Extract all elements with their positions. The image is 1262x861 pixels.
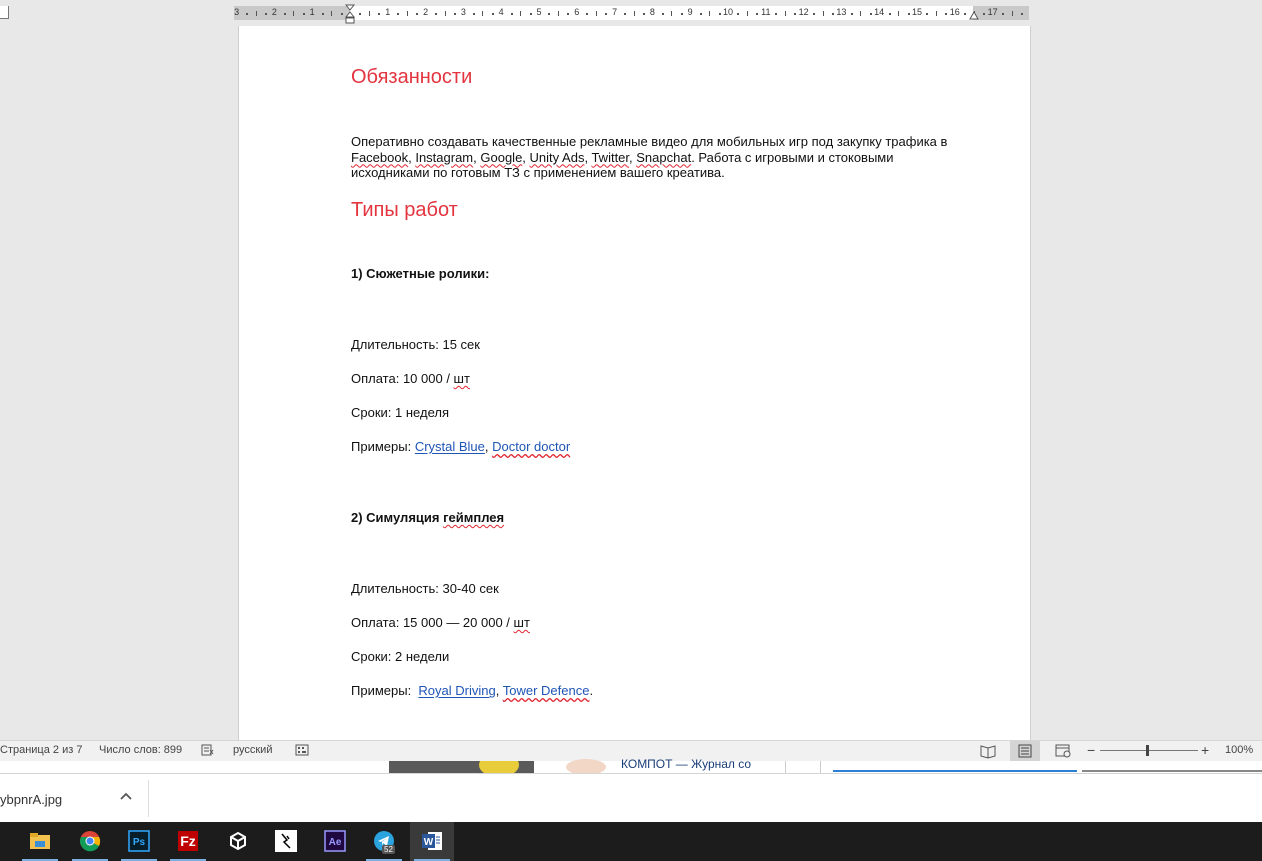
ruler-mark — [359, 13, 361, 15]
svg-text:Ps: Ps — [132, 837, 146, 848]
ruler-mark — [832, 13, 834, 15]
section2-title-text: 2) Симуляция — [351, 510, 444, 525]
ruler-mark — [964, 13, 966, 15]
section1-payment — [351, 371, 470, 386]
ruler-mark — [851, 13, 853, 15]
ruler-number-17: 17 — [987, 7, 998, 17]
inkscape-icon — [275, 830, 297, 852]
ruler-mark — [785, 11, 786, 16]
zoom-slider-track[interactable] — [1100, 750, 1198, 751]
print-layout-icon — [1010, 741, 1040, 761]
heading-work-types: Типы работ — [351, 199, 458, 221]
ruler-number-left-2: 2 — [271, 7, 277, 17]
ruler-mark — [407, 11, 408, 16]
ruler-number-12: 12 — [798, 7, 809, 17]
ruler-mark — [586, 13, 588, 15]
ruler-mark — [719, 13, 721, 15]
ruler-mark — [1021, 13, 1023, 15]
ruler-mark — [558, 11, 559, 16]
ruler-number-9: 9 — [687, 7, 693, 17]
section2-payment — [351, 615, 530, 630]
ruler-number-5: 5 — [536, 7, 542, 17]
ruler-mark — [596, 11, 597, 16]
ruler-mark — [624, 13, 626, 15]
section2-examples-suffix: . — [589, 683, 594, 698]
ruler-mark — [908, 13, 910, 15]
word-count[interactable]: Число слов: 899 — [99, 744, 183, 756]
ruler-mark — [747, 11, 748, 16]
section1-terms: Сроки: 1 неделя — [351, 405, 449, 420]
chrome-icon — [79, 830, 101, 852]
ruler-number-13: 13 — [836, 7, 847, 17]
ruler-mark — [454, 13, 456, 15]
link-royal-driving[interactable]: Royal Driving — [418, 683, 496, 698]
ruler-mark — [256, 11, 257, 16]
section2-payment-text: Оплата: 15 000 — 20 000 / — [351, 615, 514, 630]
ruler-mark — [293, 11, 294, 16]
print-layout-button[interactable] — [1010, 741, 1040, 761]
taskbar-chrome[interactable] — [68, 822, 112, 861]
ruler-number-8: 8 — [649, 7, 655, 17]
ruler-mark — [823, 11, 824, 16]
section2-terms: Сроки: 2 недели — [351, 649, 450, 664]
background-progress-bar — [833, 770, 1077, 772]
heading-duties: Обязанности — [351, 66, 473, 88]
document-page[interactable] — [238, 26, 1031, 740]
photoshop-icon — [128, 830, 150, 852]
ruler-mark — [378, 13, 380, 15]
taskbar-telegram[interactable] — [362, 822, 406, 861]
download-file-name[interactable]: ybpnrA.jpg — [0, 792, 63, 807]
ruler-number-15: 15 — [911, 7, 923, 17]
page-indicator[interactable]: Страница 2 из 7 — [0, 744, 83, 756]
ruler-number-6: 6 — [574, 7, 580, 17]
web-layout-icon — [1048, 741, 1078, 761]
horizontal-ruler[interactable] — [0, 0, 1262, 26]
ruler-mark — [898, 11, 899, 16]
platform-unity-ads: Unity Ads — [529, 149, 585, 165]
link-tower-defence[interactable]: Tower Defence — [502, 683, 590, 698]
svg-text:W: W — [423, 837, 434, 848]
zoom-level[interactable]: 100% — [1225, 744, 1254, 756]
duties-paragraph: Оперативно создавать качественные рекламные видео для мобильных игр под закупку трафика в Facebook, Instagram, Google, Unity Ads, Twitter, Snapchat. Работа с игровыми и стоковыми исходниками по готовым ТЗ с применением вашего креатива. — [351, 134, 948, 180]
ruler-mark — [945, 13, 947, 15]
ruler-mark — [369, 11, 370, 16]
taskbar-inkscape[interactable] — [264, 822, 308, 861]
duties-text-2: . Работа с игровыми и стоковыми — [691, 149, 894, 165]
web-layout-button[interactable] — [1048, 741, 1078, 761]
ruler-number-10: 10 — [722, 7, 734, 17]
ruler-mark — [445, 11, 446, 16]
svg-text:Fz: Fz — [180, 833, 196, 849]
chevron-up-icon[interactable] — [118, 789, 134, 805]
ruler-mark — [662, 13, 664, 15]
ruler-mark — [634, 11, 635, 16]
tab-selector[interactable] — [0, 6, 9, 19]
link-crystal-blue[interactable]: Crystal Blue — [414, 439, 485, 454]
background-window-strip — [0, 757, 1262, 773]
taskbar-filezilla[interactable] — [166, 822, 210, 861]
ruler-number-11: 11 — [761, 7, 771, 17]
ruler-mark — [567, 13, 569, 15]
ruler-number-7: 7 — [612, 7, 618, 17]
ruler-mark — [331, 11, 332, 16]
zoom-in-button[interactable]: + — [1201, 742, 1210, 758]
section2-title-word: геймплея — [443, 510, 505, 525]
ruler-mark — [530, 13, 532, 15]
ruler-mark — [794, 13, 796, 15]
ruler-mark — [671, 11, 672, 16]
folder-icon — [29, 830, 51, 852]
language-indicator[interactable]: русский — [233, 744, 273, 756]
zoom-out-button[interactable]: − — [1087, 742, 1096, 758]
svg-text:Ae: Ae — [328, 837, 342, 848]
background-bar — [1082, 770, 1262, 772]
ruler-mark — [775, 13, 777, 15]
platform-twitter: Twitter — [591, 149, 630, 165]
ruler-mark — [397, 13, 399, 15]
section2-examples: Примеры: Royal Driving, Tower Defence. — [351, 683, 594, 698]
ruler-mark — [737, 13, 739, 15]
read-mode-icon — [973, 741, 1003, 761]
platform-google: Google — [480, 149, 523, 165]
ruler-mark — [870, 13, 872, 15]
ruler-number-left-3: 3 — [234, 7, 240, 17]
downloads-bar — [0, 773, 1262, 823]
taskbar — [0, 822, 1262, 861]
ruler-number-left-1: 1 — [309, 7, 315, 17]
proofing-icon[interactable] — [201, 744, 215, 756]
ruler-mark — [681, 13, 683, 15]
ruler-number-16: 16 — [949, 7, 960, 17]
ruler-mark — [813, 13, 815, 15]
telegram-badge: 52 — [384, 845, 393, 854]
ruler-mark — [492, 13, 494, 15]
ruler-mark — [322, 13, 324, 15]
ruler-mark — [246, 13, 248, 15]
duties-text-1: Оперативно создавать качественные рекламные видео для мобильных игр под закупку трафика в — [351, 134, 948, 149]
after-effects-icon — [324, 830, 346, 852]
ruler-number-4: 4 — [498, 7, 504, 17]
section1-title: 1) Сюжетные ролики: — [351, 266, 490, 281]
ruler-number-1: 1 — [385, 7, 391, 17]
taskbar-photoshop[interactable] — [117, 822, 161, 861]
ruler-number-3: 3 — [460, 7, 466, 17]
ruler-mark — [605, 13, 607, 15]
platform-snapchat: Snapchat — [636, 149, 692, 165]
ruler-mark — [983, 13, 985, 15]
section1-payment-unit: шт — [453, 371, 470, 386]
zoom-slider-handle[interactable] — [1146, 745, 1149, 756]
ruler-number-14: 14 — [874, 7, 885, 17]
taskbar-word[interactable] — [410, 822, 454, 861]
platform-instagram: Instagram — [415, 149, 474, 165]
link-doctor-doctor[interactable]: Doctor doctor — [492, 439, 571, 454]
downloads-divider — [148, 780, 149, 817]
platform-facebook: Facebook — [351, 149, 409, 165]
ruler-number-2: 2 — [423, 7, 429, 17]
right-indent-marker[interactable] — [969, 11, 979, 20]
ruler-mark — [889, 13, 891, 15]
ruler-mark — [756, 13, 758, 15]
ruler-mark — [936, 11, 937, 16]
ruler-mark — [700, 13, 702, 15]
ruler-mark — [643, 13, 645, 15]
ruler-mark — [520, 11, 521, 16]
ruler-mark — [511, 13, 513, 15]
section2-examples-label: Примеры: — [351, 683, 419, 698]
ruler-mark — [416, 13, 418, 15]
section2-duration: Длительность: 30-40 сек — [351, 581, 499, 596]
ruler-mark — [860, 11, 861, 16]
taskbar-file-explorer[interactable] — [18, 822, 62, 861]
read-mode-button[interactable] — [973, 741, 1003, 761]
ruler-mark — [265, 13, 267, 15]
taskbar-after-effects[interactable] — [313, 822, 357, 861]
ruler-mark — [473, 13, 475, 15]
section1-duration: Длительность: 15 сек — [351, 337, 480, 352]
section1-payment-text: Оплата: 10 000 / — [351, 371, 454, 386]
ruler-mark — [341, 13, 343, 15]
ruler-mark — [926, 13, 928, 15]
section2-title — [351, 510, 504, 525]
background-link-text: КОМПОТ — Журнал со — [621, 757, 752, 771]
filezilla-icon — [177, 830, 199, 852]
word-icon — [421, 830, 443, 852]
ruler-mark — [482, 11, 483, 16]
ruler-mark — [1012, 11, 1013, 16]
ruler-mark — [303, 13, 305, 15]
ruler-mark — [709, 11, 710, 16]
ruler-mark — [435, 13, 437, 15]
left-indent-marker[interactable] — [345, 4, 355, 24]
background-image — [389, 761, 534, 773]
section1-examples-label: Примеры: — [351, 439, 415, 454]
ruler-left-margin — [234, 6, 350, 20]
duties-text-3: исходниками по готовым ТЗ с применением вашего креатива. — [351, 165, 725, 180]
section2-payment-unit: шт — [513, 615, 530, 630]
ruler-mark — [1002, 13, 1004, 15]
ruler-mark — [548, 13, 550, 15]
section1-examples: Примеры: Crystal Blue, Doctor doctor — [351, 439, 571, 454]
ruler-track[interactable] — [234, 6, 1029, 20]
ruler-mark — [284, 13, 286, 15]
macro-icon[interactable] — [295, 744, 309, 756]
unity-icon — [227, 830, 249, 852]
taskbar-unity[interactable] — [216, 822, 260, 861]
